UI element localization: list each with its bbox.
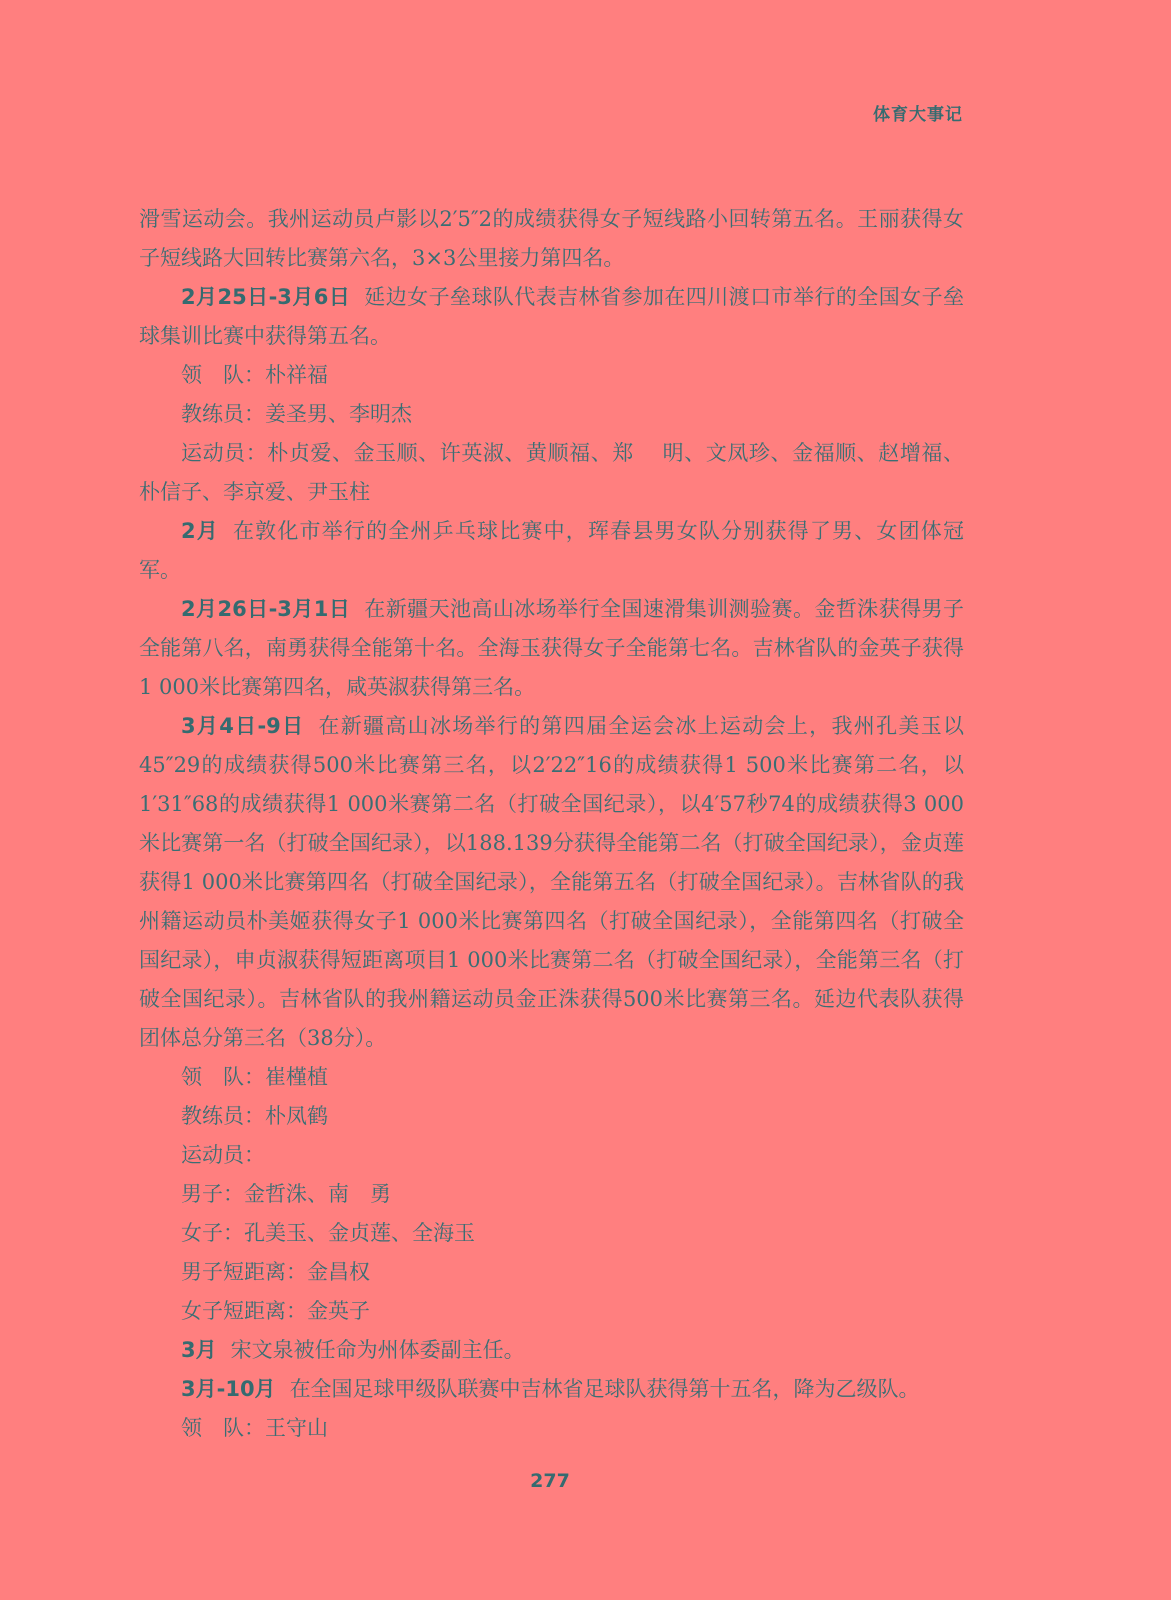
entry-text: 在新疆高山冰场举行的第四届全运会冰上运动会上，我州孔美玉以45″29的成绩获得500米比赛第三名，以2′22″16的成绩获得1 500米比赛第二名，以1′31″68的成绩获得1 000米赛第二名（打破全国纪录），以4′57秒74的成绩获得3 000米比赛第一名（打破全国纪录），以188.139分获得全能第二名（打破全国纪录），金贞莲获得1 000米比赛第四名（打破全国纪录），全能第五名（打破全国纪录）。吉林省队的我州籍运动员朴美姬获得女子1 000米比赛第四名（打破全国纪录），全能第四名（打破全国纪录），申贞淑获得短距离项目1 000米比赛第二名（打破全国纪录），全能第三名（打破全国纪录）。吉林省队的我州籍运动员金正洙获得500米比赛第三名。延边代表队获得团体总分第三名（38分）。 — [139, 714, 964, 1050]
athletes-men-short-track-line: 男子短距离：金昌权 — [181, 1260, 370, 1284]
athletes-men-line: 男子：金哲洙、南 勇 — [181, 1182, 391, 1206]
entry-paragraph — [139, 512, 964, 590]
paragraph-continuation: 滑雪运动会。我州运动员卢影以2′5″2的成绩获得女子短线路小回转第五名。王丽获得女子短线路大回转比赛第六名，3×3公里接力第四名。 — [139, 207, 964, 270]
entry-date: 3月4日-9日 — [181, 714, 305, 738]
entry-text: 在全国足球甲级队联赛中吉林省足球队获得第十五名，降为乙级队。 — [289, 1377, 920, 1401]
coach-line: 教练员：姜圣男、李明杰 — [181, 402, 412, 426]
entry-date: 3月 — [181, 1338, 217, 1362]
entry-date: 2月25日-3月6日 — [181, 285, 351, 309]
entry-paragraph — [139, 590, 964, 707]
entry-date: 2月26日-3月1日 — [181, 597, 351, 621]
entry-text: 在新疆天池高山冰场举行全国速滑集训测验赛。金哲洙获得男子全能第八名，南勇获得全能第十名。全海玉获得女子全能第七名。吉林省队的金英子获得1 000米比赛第四名，咸英淑获得第三名。 — [139, 597, 965, 699]
entry-text: 延边女子垒球队代表吉林省参加在四川渡口市举行的全国女子垒球集训比赛中获得第五名。 — [139, 285, 965, 348]
entry-paragraph — [139, 707, 964, 1058]
entry-paragraph — [139, 1370, 964, 1409]
entry-text: 宋文泉被任命为州体委副主任。 — [230, 1338, 525, 1362]
athletes-line: 运动员： — [181, 1143, 265, 1167]
entry-date: 2月 — [181, 519, 219, 543]
team-leader-line: 领 队：王守山 — [181, 1416, 328, 1440]
entry-date: 3月-10月 — [181, 1377, 276, 1401]
athletes-women-short-track-line: 女子短距离：金英子 — [181, 1299, 370, 1323]
athletes-line: 运动员：朴贞爱、金玉顺、许英淑、黄顺福、郑 明、文凤珍、金福顺、赵增福、朴信子、李京爱、尹玉柱 — [139, 441, 964, 504]
coach-line: 教练员：朴凤鹤 — [181, 1104, 328, 1128]
running-header: 体育大事记 — [873, 105, 963, 125]
document-body — [139, 200, 964, 1448]
team-leader-line: 领 队：崔槿植 — [181, 1065, 328, 1089]
athletes-women-line: 女子：孔美玉、金贞莲、全海玉 — [181, 1221, 475, 1245]
team-leader-line: 领 队：朴祥福 — [181, 363, 328, 387]
entry-paragraph — [139, 1331, 964, 1370]
page-number: 277 — [530, 1470, 570, 1492]
entry-text: 在敦化市举行的全州乒乓球比赛中，珲春县男女队分别获得了男、女团体冠军。 — [139, 519, 964, 582]
entry-paragraph — [139, 278, 964, 356]
